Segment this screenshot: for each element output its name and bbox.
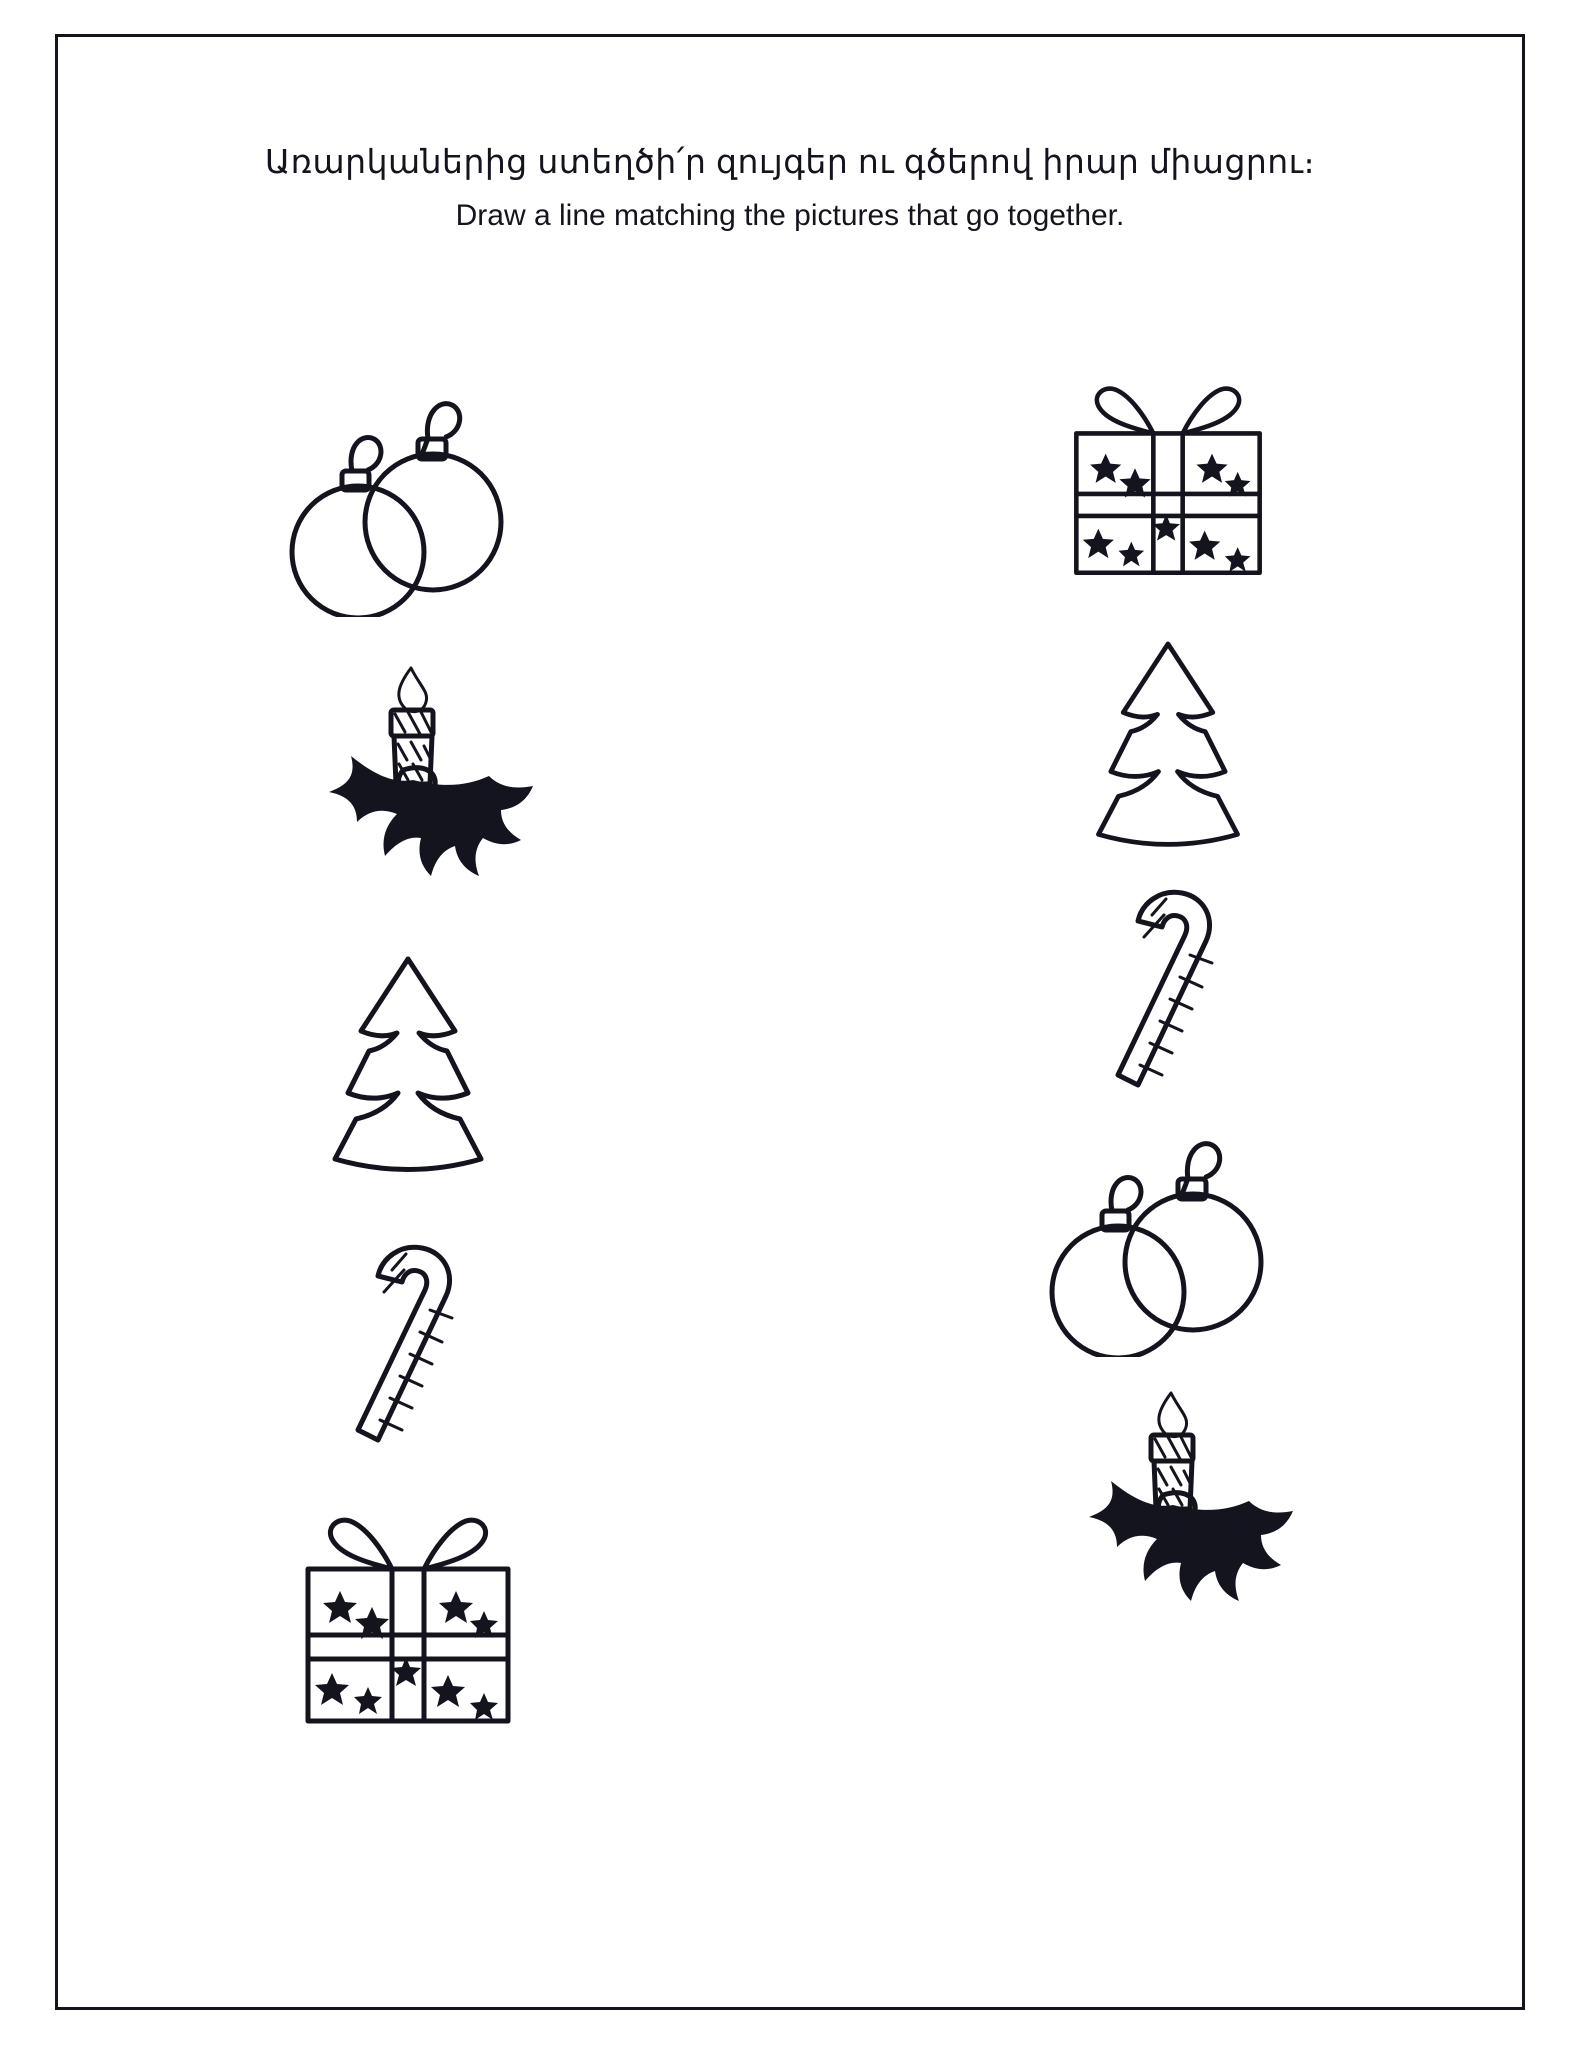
right-item-christmas-tree[interactable] (958, 617, 1378, 867)
gift-box-icon (288, 1507, 528, 1737)
candle-with-holly-icon (263, 652, 553, 902)
ornament-balls-icon (278, 367, 538, 617)
title-english: Draw a line matching the pictures that go together. (455, 199, 1125, 232)
left-item-candle-with-holly[interactable] (198, 652, 618, 902)
right-item-candle-with-holly[interactable] (958, 1377, 1378, 1627)
christmas-tree-icon (1068, 632, 1268, 852)
left-item-candy-cane[interactable] (198, 1212, 618, 1462)
candy-cane-icon (318, 1222, 498, 1452)
left-item-gift-box[interactable] (198, 1497, 618, 1747)
left-item-ornament-balls[interactable] (198, 367, 618, 617)
candle-with-holly-icon (1023, 1377, 1313, 1627)
worksheet-page (55, 34, 1525, 2010)
gift-box-icon (1058, 367, 1278, 597)
left-item-christmas-tree[interactable] (198, 937, 618, 1187)
worksheet-titles (58, 142, 1522, 233)
picture-columns (58, 367, 1522, 1967)
right-item-ornament-balls[interactable] (958, 1107, 1378, 1357)
title-armenian: Առարկաներից ստեղծի՛ր զույգեր ու գծերով իրար միացրու։ (264, 143, 1316, 180)
christmas-tree-icon (303, 947, 513, 1177)
ornament-balls-icon (1038, 1107, 1298, 1357)
candy-cane-icon (1078, 867, 1258, 1097)
right-item-gift-box[interactable] (958, 357, 1378, 607)
right-item-candy-cane[interactable] (958, 857, 1378, 1107)
